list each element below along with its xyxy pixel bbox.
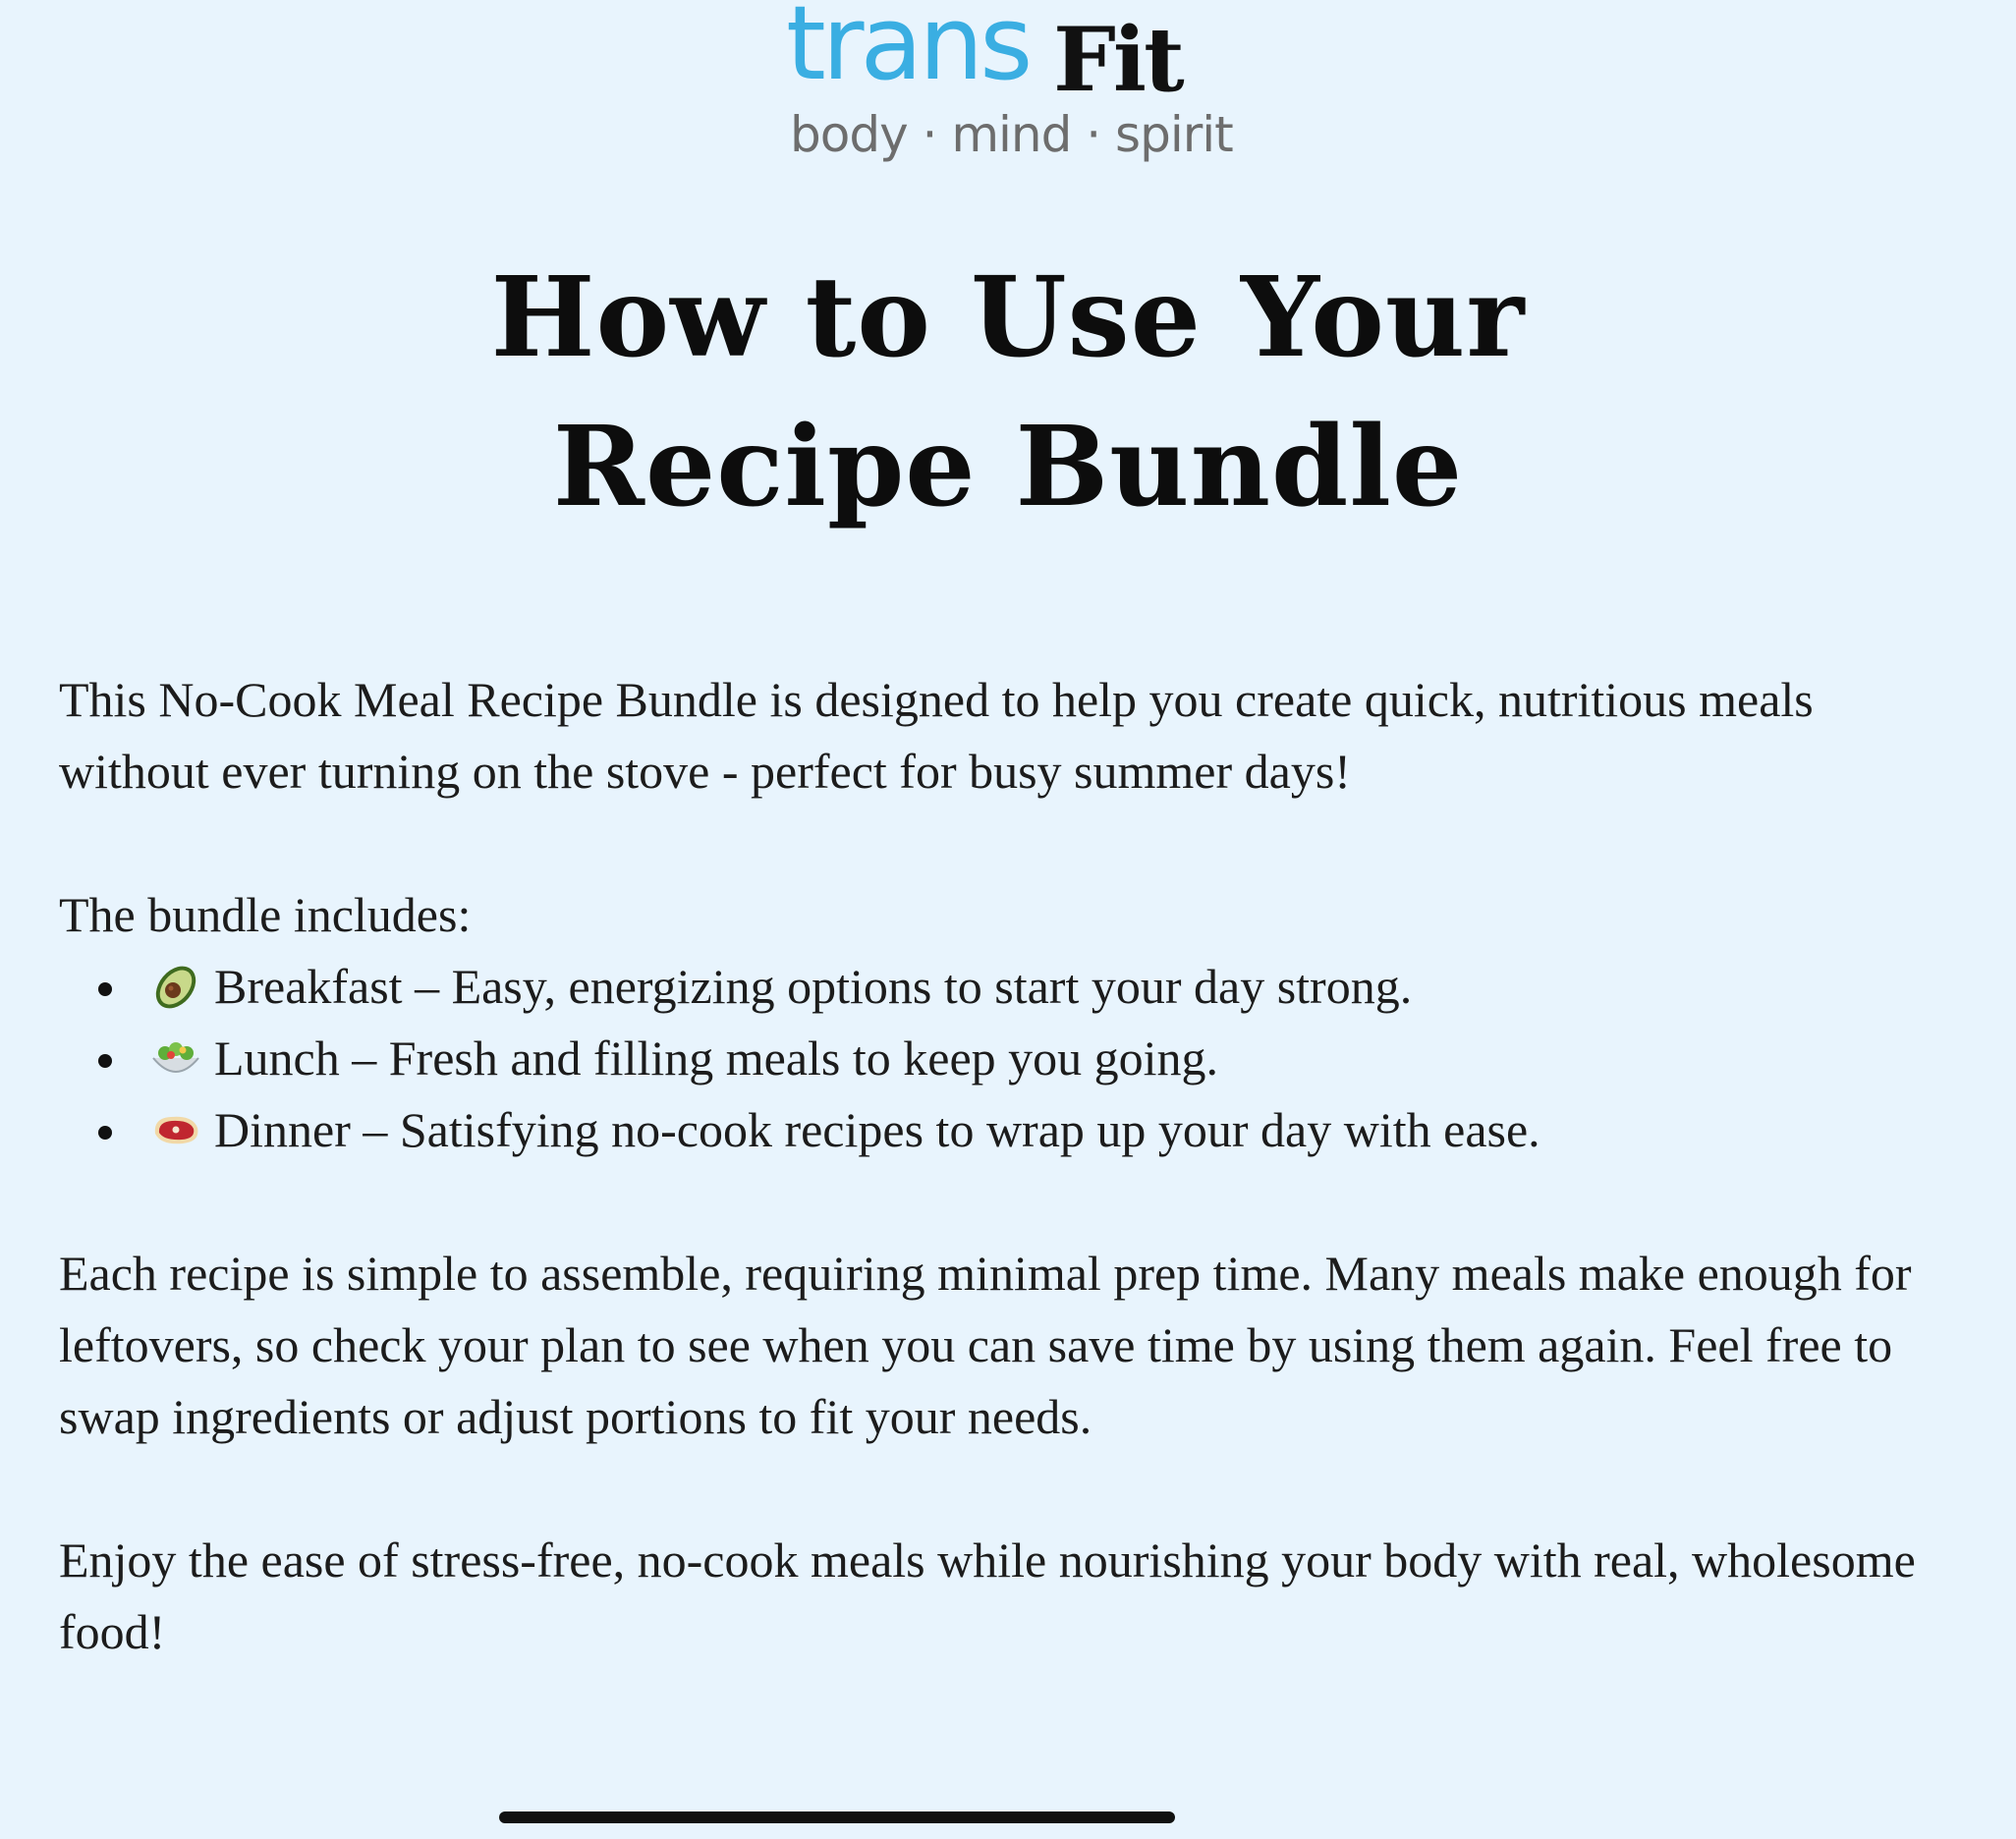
avocado-icon: [149, 965, 202, 1010]
list-item-dinner: [59, 1094, 1965, 1166]
bullet-dot: [98, 1126, 112, 1140]
logo-text-trans: trans: [786, 0, 1030, 103]
list-item-breakfast: [59, 951, 1965, 1023]
logo-text-fit: Fit: [1053, 8, 1182, 112]
bundle-list: [59, 951, 1965, 1166]
bullet-dot: [98, 1054, 112, 1068]
brand-logo: [0, 0, 2016, 170]
list-item-lunch: [59, 1023, 1965, 1094]
steak-icon: [149, 1108, 202, 1153]
includes-label: The bundle includes:: [59, 887, 472, 942]
details-paragraph: Each recipe is simple to assemble, requiring minimal prep time. Many meals make enough for leftovers, so check your plan to see when you can save time by using them again. Feel free to swap ingredients or adjust portions to fit your needs.: [59, 1246, 1912, 1444]
bullet-dot: [98, 982, 112, 996]
list-item-text: Dinner – Satisfying no-cook recipes to wrap up your day with ease.: [214, 1102, 1540, 1157]
page-title-line-1: How to Use Your: [490, 253, 1526, 382]
salad-icon: [149, 1036, 202, 1082]
home-indicator[interactable]: [499, 1811, 1175, 1823]
list-item-text: Breakfast – Easy, energizing options to start your day strong.: [214, 959, 1413, 1014]
page-title-line-2: Recipe Bundle: [552, 403, 1464, 531]
list-item-text: Lunch – Fresh and filling meals to keep you going.: [214, 1031, 1219, 1086]
closing-paragraph: Enjoy the ease of stress-free, no-cook meals while nourishing your body with real, wholesome food!: [59, 1532, 1916, 1659]
brand-logo-wordmark: [782, 0, 1234, 170]
logo-tagline: body · mind · spirit: [790, 106, 1233, 163]
page-title: [0, 244, 2016, 542]
content-body: [59, 664, 1965, 1668]
intro-paragraph: This No-Cook Meal Recipe Bundle is designed to help you create quick, nutritious meals without ever turning on the stove - perfect for busy summer days!: [59, 672, 1814, 799]
